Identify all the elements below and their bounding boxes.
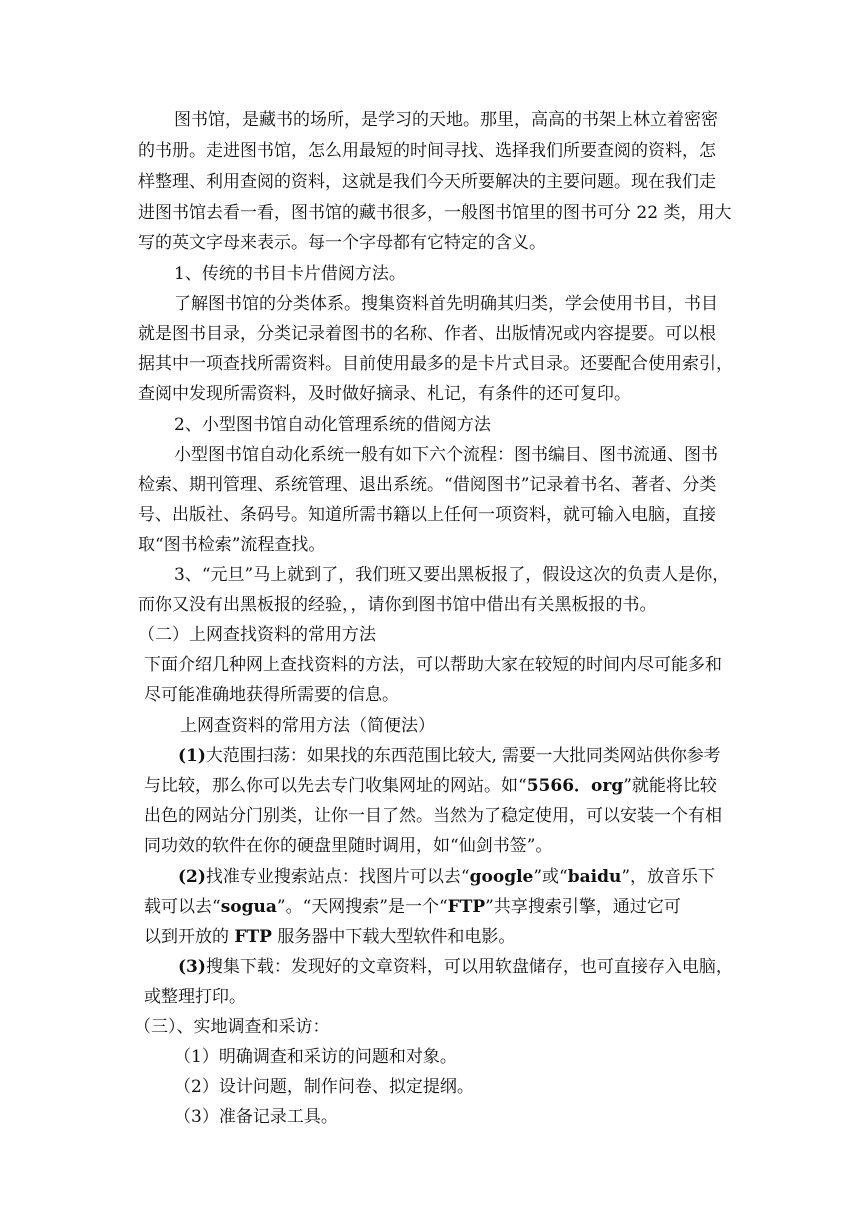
intro-line-1: 图书馆，是藏书的场所，是学习的天地。那里，高高的书架上林立着密密 <box>174 110 718 130</box>
intro-line-3: 样整理、利用查阅的资料，这就是我们今天所要解决的主要问题。现在我们走 <box>138 172 716 192</box>
section-2-line-2: 检索、期刊管理、系统管理、退出系统。“借阅图书”记录着书名、著者、分类 <box>138 475 717 495</box>
method-1-number: (1) <box>178 746 206 766</box>
method-1-line-4: 同功效的软件在你的硬盘里随时调用，如“仙剑书签”。 <box>144 836 553 856</box>
method-3-number: (3) <box>178 957 206 977</box>
method-2-line-1 <box>178 865 715 889</box>
method-1-line-1 <box>178 744 720 768</box>
method-2-number: (2) <box>178 867 206 887</box>
part-2-intro-line-2: 尽可能准确地获得所需要的信息。 <box>144 685 399 705</box>
method-2-text-a: 找准专业搜索站点：找图片可以去“ <box>205 867 470 887</box>
intro-line-5: 写的英文字母来表示。每一个字母都有它特定的含义。 <box>138 233 546 253</box>
intro-line-2: 的书册。走进图书馆，怎么用最短的时间寻找、选择我们所要查阅的资料，怎 <box>138 141 716 161</box>
part-2-heading: （二）上网查找资料的常用方法 <box>138 625 376 645</box>
section-3-line-1: 3、“元旦”马上就到了，我们班又要出黑板报了，假设这次的负责人是你， <box>174 565 730 585</box>
method-3-line-2: 或整理打印。 <box>144 987 246 1007</box>
section-1-line-4: 查阅中发现所需资料，及时做好摘录、札记，有条件的还可复印。 <box>138 384 631 404</box>
method-2-line-2 <box>144 895 681 919</box>
method-2-line-3 <box>144 925 515 949</box>
method-3-line-1 <box>178 955 733 979</box>
method-2-baidu: baidu <box>567 867 622 887</box>
method-2-sogua: sogua <box>220 897 277 917</box>
section-2-line-1: 小型图书馆自动化系统一般有如下六个流程：图书编目、图书流通、图书 <box>174 445 718 465</box>
method-2-ftp-2: FTP <box>234 927 272 947</box>
part-2-intro-line-1: 下面介绍几种网上查找资料的方法，可以帮助大家在较短的时间内尽可能多和 <box>144 655 722 675</box>
part-3-heading: （三）、实地调查和采访： <box>134 1017 330 1037</box>
part-3-item-1: （1）明确调查和采访的问题和对象。 <box>174 1047 457 1067</box>
method-2-text-c: ”，放音乐下 <box>621 867 716 887</box>
method-1-line-3: 出色的网站分门别类，让你一目了然。当然为了稳定使用，可以安装一个有相 <box>144 806 722 826</box>
part-3-item-2: （2）设计问题，制作问卷、拟定提纲。 <box>174 1077 474 1097</box>
method-2-text-g: 以到开放的 <box>144 927 235 947</box>
section-1-line-3: 据其中一项查找所需资料。目前使用最多的是卡片式目录。还要配合使用索引， <box>138 354 733 374</box>
method-2-text-f: ”共享搜索引擎，通过它可 <box>485 897 681 917</box>
method-1-line-2-start: 与比较，那么你可以先去专门收集网址的网站。如“ <box>144 776 527 796</box>
section-1-line-2: 就是图书目录，分类记录着图书的名称、作者、出版情况或内容提要。可以根 <box>138 324 716 344</box>
method-1-line-2-end: ”就能将比较 <box>623 776 717 796</box>
method-2-text-b: ”或“ <box>533 867 568 887</box>
method-2-text-h: 服务器中下载大型软件和电影。 <box>271 927 516 947</box>
intro-line-4: 进图书馆去看一看，图书馆的藏书很多，一般图书馆里的图书可分 22 类，用大 <box>138 203 732 223</box>
part-2-subheading: 上网查资料的常用方法（简便法） <box>180 716 435 736</box>
section-3-line-2: 而你又没有出黑板报的经验，，请你到图书馆中借出有关黑板报的书。 <box>138 595 657 615</box>
section-2-line-3: 号、出版社、条码号。知道所需书籍以上任何一项资料，就可输入电脑，直接 <box>138 505 716 525</box>
method-2-text-e: ”。“天网搜索”是一个“ <box>276 897 448 917</box>
section-2-line-4: 取“图书检索”流程查找。 <box>138 535 326 555</box>
method-3-text: 搜集下载：发现好的文章资料，可以用软盘储存，也可直接存入电脑， <box>205 957 733 977</box>
method-1-site: 5566．org <box>526 776 624 796</box>
method-1-line-2 <box>144 774 717 798</box>
part-3-item-3: （3）准备记录工具。 <box>174 1107 338 1127</box>
method-2-text-d: 载可以去“ <box>144 897 221 917</box>
method-2-google: google <box>469 867 534 887</box>
section-1-line-1: 了解图书馆的分类体系。搜集资料首先明确其归类，学会使用书目，书目 <box>174 294 718 314</box>
method-2-ftp: FTP <box>447 897 486 917</box>
method-1-text: 大范围扫荡：如果找的东西范围比较大, 需要一大批同类网站供你参考 <box>205 746 721 766</box>
section-1-heading: 1、传统的书目卡片借阅方法。 <box>174 264 406 284</box>
section-2-heading: 2、小型图书馆自动化管理系统的借阅方法 <box>174 415 491 435</box>
